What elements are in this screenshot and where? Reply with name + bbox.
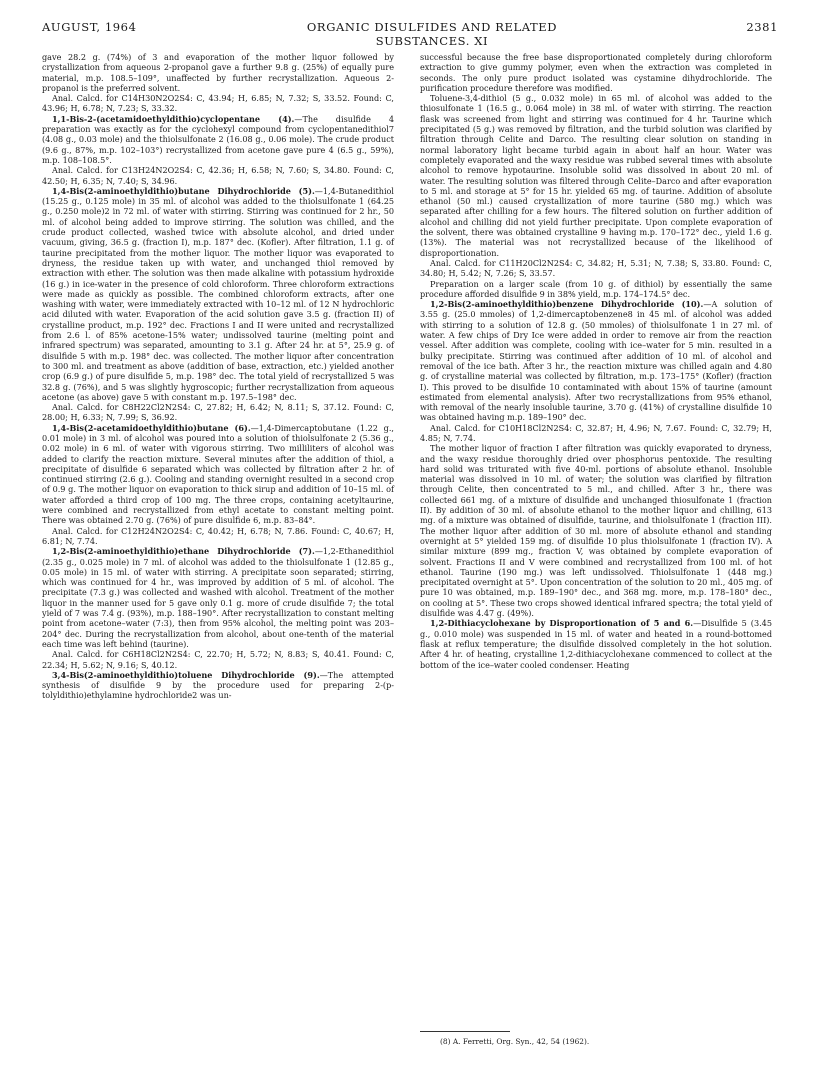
section-paragraph bbox=[42, 186, 394, 402]
section-paragraph bbox=[42, 670, 394, 701]
compound-heading: 1,4-Bis(2-aminoethyldithio)butane Dihydrochloride (5). bbox=[52, 185, 315, 196]
analysis-paragraph bbox=[42, 649, 394, 670]
paragraph-text: The mother liquor of fraction I after filtration was quickly evaporated to dryness, and the waxy residue thoroughly dried over phosphorus pentoxide. The resulting hard solid was triturated with five 40-ml. portions of absolute ethanol. Insoluble material was dissolved in 10 ml. of water; the solution was clarified by filtration through Celite, then concentrated to 5 ml., and chilled. After 3 hr., there was collected 661 mg. of a mixture of disulfide and unchanged thiosulfonate 1 (fraction II). By addition of 30 ml. of absolute ethanol to the mother liquor and chilling, 613 mg. of a mixture was obtained of disulfide, taurine, and thiolsulfonate 1 (fraction III). The mother liquor after addition of 30 ml. more of absolute ethanol and standing overnight at 5° yielded 159 mg. of disulfide 10 plus thiolsulfonate 1 (fraction IV). A similar mixture (899 mg., fraction V, was obtained by complete evaporation of solvent. Fractions II and V were combined and recrystallized from 100 ml. of hot ethanol. Taurine (190 mg.) was left undissolved. Thiolsulfonate 1 (448 mg.) precipitated overnight at 5°. Upon concentration of the solution to 20 ml., 405 mg. of pure 10 was obtained, m.p. 189–190° dec., and 368 mg. more, m.p. 178–180° dec., on cooling at 5°. These two crops showed identical infrared spectra; the total yield of disulfide was 4.47 g. (49%). bbox=[420, 443, 772, 619]
right-column bbox=[420, 52, 772, 670]
paragraph-text: —A solution of 3.55 g. (25.0 mmoles) of 1,2-dimercaptobenzene8 in 45 ml. of alcohol was added with stirring to a solution of 12.8 g. (50 mmoles) of thiolsulfonate 1 in 27 ml. of water. A few chips of Dry Ice were added in order to remove air from the reaction vessel. After addition was complete, cooling with ice–water for 5 min. resulted in a bulky precipitate. Stirring was continued after addition of 10 ml. of alcohol and removal of the ice bath. After 3 hr., the reaction mixture was chilled again and 4.80 g. of crystalline material was collected by filtration, m.p. 173–175° (Kofler) (fraction I). This proved to be disulfide 10 contaminated with about 15% of taurine (amount estimated from elemental analysis). After two recrystallizations from 95% ethanol, with removal of the nearly insoluble taurine, 3.70 g. (41%) of crystalline disulfide 10 was obtained having m.p. 189–190° dec. bbox=[420, 299, 772, 423]
compound-heading: 1,1-Bis-2-(acetamidoethyldithio)cyclopentane (4). bbox=[52, 113, 295, 124]
analysis-paragraph bbox=[42, 93, 394, 114]
paragraph-text: Anal. Calcd. for C11H20Cl2N2S4: C, 34.82; H, 5.31; N, 7.38; S, 33.80. Found: C, 34.80; H, 5.42; N, 7.26; S, 33.57. bbox=[420, 257, 772, 279]
header-title: ORGANIC DISULFIDES AND RELATED SUBSTANCES. XI bbox=[306, 20, 558, 48]
compound-heading: 1,2-Bis(2-aminoethyldithio)benzene Dihydrochloride (10). bbox=[430, 299, 704, 310]
paragraph-text: successful because the free base disproportionated completely during chloroform extraction to give gummy polymer, even when the extraction was completed in seconds. The only pure product isolated was cystamine dihydrochloride. The purification procedure therefore was modified. bbox=[420, 52, 772, 93]
left-column bbox=[42, 52, 394, 701]
paragraph-text: —1,4-Dimercaptobutane (1.22 g., 0.01 mole) in 3 ml. of alcohol was poured into a solution of thiolsulfonate 2 (5.36 g., 0.02 mole) in 6 ml. of water with vigorous stirring. Two milliliters of alcohol was added to clarify the reaction mixture. Several minutes after the addition of thiol, a precipitate of disulfide 6 separated which was collected by filtration after 2 hr. of continued stirring (2.6 g.). Cooling and standing overnight resulted in a second crop of 0.9 g. The mother liquor on evaporation to thick sirup and addition of 10–15 ml. of water afforded a third crop of 100 mg. The three crops, containing acetyltaurine, were combined and recrystallized from ethyl acetate to constant melting point. There was obtained 2.70 g. (76%) of pure disulfide 6, m.p. 83–84°. bbox=[42, 422, 394, 526]
section-paragraph bbox=[42, 114, 394, 165]
compound-heading: 3,4-Bis(2-aminoethyldithio)toluene Dihydrochloride (9). bbox=[52, 669, 320, 680]
page-number: 2381 bbox=[746, 20, 778, 34]
header-date: AUGUST, 1964 bbox=[42, 20, 137, 34]
paragraph-text: Anal. Calcd. for C13H24N2O2S4: C, 42.36; H, 6.58; N, 7.60; S, 34.80. Found: C, 42.50; H, 6.35; N, 7.40; S, 34.96. bbox=[42, 165, 394, 186]
paragraph-text: —1,4-Butanedithiol (15.25 g., 0.125 mole) in 35 ml. of alcohol was added to the thiolsulfonate 1 (64.25 g., 0.250 mole)2 in 72 ml. of water with stirring. Stirring was continued for 2 hr., 50 ml. of alcohol being added to improve stirring. The solution was chilled, and the crude product collected, washed twice with absolute alcohol, and dried under vacuum, giving, 36.5 g. (fraction I), m.p. 187° dec. (Kofler). After filtration, 1.1 g. of taurine precipitated from the mother liquor. The mother liquor was evaporated to dryness, the residue taken up with water, and unchanged thiol removed by extraction with ether. The solution was then made alkaline with potassium hydroxide (16 g.) in ice-water in the presence of cold chloroform. Three chloroform extractions were made as quickly as possible. The combined chloroform extracts, after one washing with water, were immediately extracted with 10–12 ml. of 12 N hydrochloric acid diluted with water. Evaporation of the acid solution gave 3.5 g. (fraction II) of crystalline product, m.p. 192° dec. Fractions I and II were united and recrystallized from 2.6 l. of 85% acetone-15% water; undissolved taurine (melting point and infrared spectrum) was separated, amounting to 3.1 g. After 24 hr. at 5°, 25.9 g. of disulfide 5 with m.p. 198° dec. was collected. The mother liquor after concentration to 300 ml. and treatment as above (addition of base, extraction, etc.) yielded another crop (6.9 g.) of pure disulfide 5, m.p. 198° dec. The total yield of recrystallized 5 was 32.8 g. (76%), and 5 was slightly hygroscopic; further recrystallization from aqueous acetone (as above) gave 5 with constant m.p. 197.5–198° dec. bbox=[42, 185, 394, 402]
footnote: (8) A. Ferretti, Org. Syn., 42, 54 (1962). bbox=[440, 1037, 590, 1046]
paragraph-text: —The disulfide 4 preparation was exactly as for the cyclohexyl compound from cyclopentanedithiol7 (4.08 g., 0.03 mole) and the thiolsulfonate 2 (16.08 g., 0.06 mole). The crude product (9.6 g., 87%, m.p. 102–103°) recrystallized from acetone gave pure 4 (6.5 g., 59%), m.p. 108–108.5°. bbox=[42, 113, 394, 165]
analysis-paragraph bbox=[420, 423, 772, 444]
paragraph-text: Anal. Calcd. for C8H22Cl2N2S4: C, 27.82; H, 6.42; N, 8.11; S, 37.12. Found: C, 28.00; H, 6.33; N, 7.99; S, 36.92. bbox=[42, 402, 394, 423]
analysis-paragraph bbox=[420, 258, 772, 279]
paragraph-text: Anal. Calcd. for C10H18Cl2N2S4: C, 32.87; H, 4.96; N, 7.67. Found: C, 32.79; H, 4.85; N, 7.74. bbox=[420, 422, 772, 443]
paragraph-text: Anal. Calcd. for C12H24N2O2S4: C, 40.42; H, 6.78; N, 7.86. Found: C, 40.67; H, 6.81; N, 7.74. bbox=[42, 525, 394, 546]
analysis-paragraph bbox=[42, 402, 394, 423]
section-paragraph bbox=[420, 618, 772, 669]
paragraph-text: —The attempted synthesis of disulfide 9 by the procedure used for preparing 2-(p-tolyldithio)ethylamine hydrochloride2 was un- bbox=[42, 669, 394, 701]
paragraph-text: Anal. Calcd. for C6H18Cl2N2S4: C, 22.70; H, 5.72; N, 8.83; S, 40.41. Found: C, 22.34; H, 5.62; N, 9.16; S, 40.12. bbox=[42, 649, 394, 670]
footnote-rule bbox=[420, 1031, 510, 1032]
paragraph-text: —Disulfide 5 (3.45 g., 0.010 mole) was suspended in 15 ml. of water and heated in a round-bottomed flask at reflux temperature; the disulfide dissolved completely in the hot solution. After 4 hr. of heating, crystalline 1,2-dithiacyclohexane commenced to collect at the bottom of the ice–water cooled condenser. Heating bbox=[420, 618, 772, 670]
section-paragraph bbox=[42, 423, 394, 526]
paragraph-text: —1,2-Ethanedithiol (2.35 g., 0.025 mole) in 7 ml. of alcohol was added to the thiolsulfonate 1 (12.85 g., 0.05 mole) in 15 ml. of water with stirring. A precipitate soon separated; stirring, which was continued for 4 hr., was improved by addition of 5 ml. of alcohol. The precipitate (7.3 g.) was collected and washed with alcohol. Treatment of the mother liquor in the manner used for 5 gave only 0.1 g. more of crude disulfide 7; the total yield of 7 was 7.4 g. (93%), m.p. 188–190°. After recrystallization to constant melting point from acetone–water (7:3), then from 95% alcohol, the melting point was 203–204° dec. During the recrystallization from alcohol, about one-tenth of the material each time was left behind (taurine). bbox=[42, 546, 394, 649]
section-paragraph bbox=[42, 546, 394, 649]
body-paragraph bbox=[420, 279, 772, 300]
paragraph-text: gave 28.2 g. (74%) of 3 and evaporation of the mother liquor followed by crystallization from aqueous 2-propanol gave a further 9.8 g. (25%) of equally pure material, m.p. 108.5–109°, unaffected by further recrystallization. Aqueous 2-propanol is the preferred solvent. bbox=[42, 52, 394, 93]
body-paragraph bbox=[420, 93, 772, 258]
body-paragraph bbox=[420, 443, 772, 618]
paragraph-text: Preparation on a larger scale (from 10 g. of dithiol) by essentially the same procedure afforded disulfide 9 in 38% yield, m.p. 174–174.5° dec. bbox=[420, 278, 772, 299]
body-paragraph bbox=[42, 52, 394, 93]
section-paragraph bbox=[420, 299, 772, 423]
analysis-paragraph bbox=[42, 165, 394, 186]
compound-heading: 1,2-Dithiacyclohexane by Disproportionation of 5 and 6. bbox=[430, 618, 694, 629]
compound-heading: 1,4-Bis(2-acetamidoethyldithio)butane (6). bbox=[52, 422, 251, 433]
body-paragraph bbox=[420, 52, 772, 93]
paragraph-text: Toluene-3,4-dithiol (5 g., 0.032 mole) in 65 ml. of alcohol was added to the thiosulfonate 1 (16.5 g., 0.064 mole) in 38 ml. of water with stirring. The reaction flask was screened from light and stirring was continued for 4 hr. Taurine which precipitated (5 g.) was removed by filtration, and the turbid solution was clarified by filtration through Celite and Darco. The resulting clear solution on standing in normal laboratory light became turbid again in about half an hour. Water was completely evaporated and the waxy residue was rubbed several times with absolute alcohol to remove hypotaurine. Insoluble solid was dissolved in about 20 ml. of water. The resulting solution was filtered through Celite–Darco and after evaporation to 5 ml. and storage at 5° for 15 hr. yielded 65 mg. of taurine. Addition of absolute ethanol (50 ml.) caused crystallization of more taurine (580 mg.) which was separated after chilling for a few hours. The filtered solution on further addition of alcohol and chilling did not yield further precipitate. Upon complete evaporation of the solvent, there was obtained crystalline 9 having m.p. 170–172° dec., yield 1.6 g. (13%). The material was not recrystallized because of the likelihood of disproportionation. bbox=[420, 93, 772, 258]
analysis-paragraph bbox=[42, 526, 394, 547]
paragraph-text: Anal. Calcd. for C14H30N2O2S4: C, 43.94; H, 6.85; N, 7.32; S, 33.52. Found: C, 43.96; H, 6.78; N, 7.23; S, 33.32. bbox=[42, 93, 394, 114]
compound-heading: 1,2-Bis(2-aminoethyldithio)ethane Dihydrochloride (7). bbox=[52, 546, 315, 557]
running-header bbox=[42, 20, 778, 48]
